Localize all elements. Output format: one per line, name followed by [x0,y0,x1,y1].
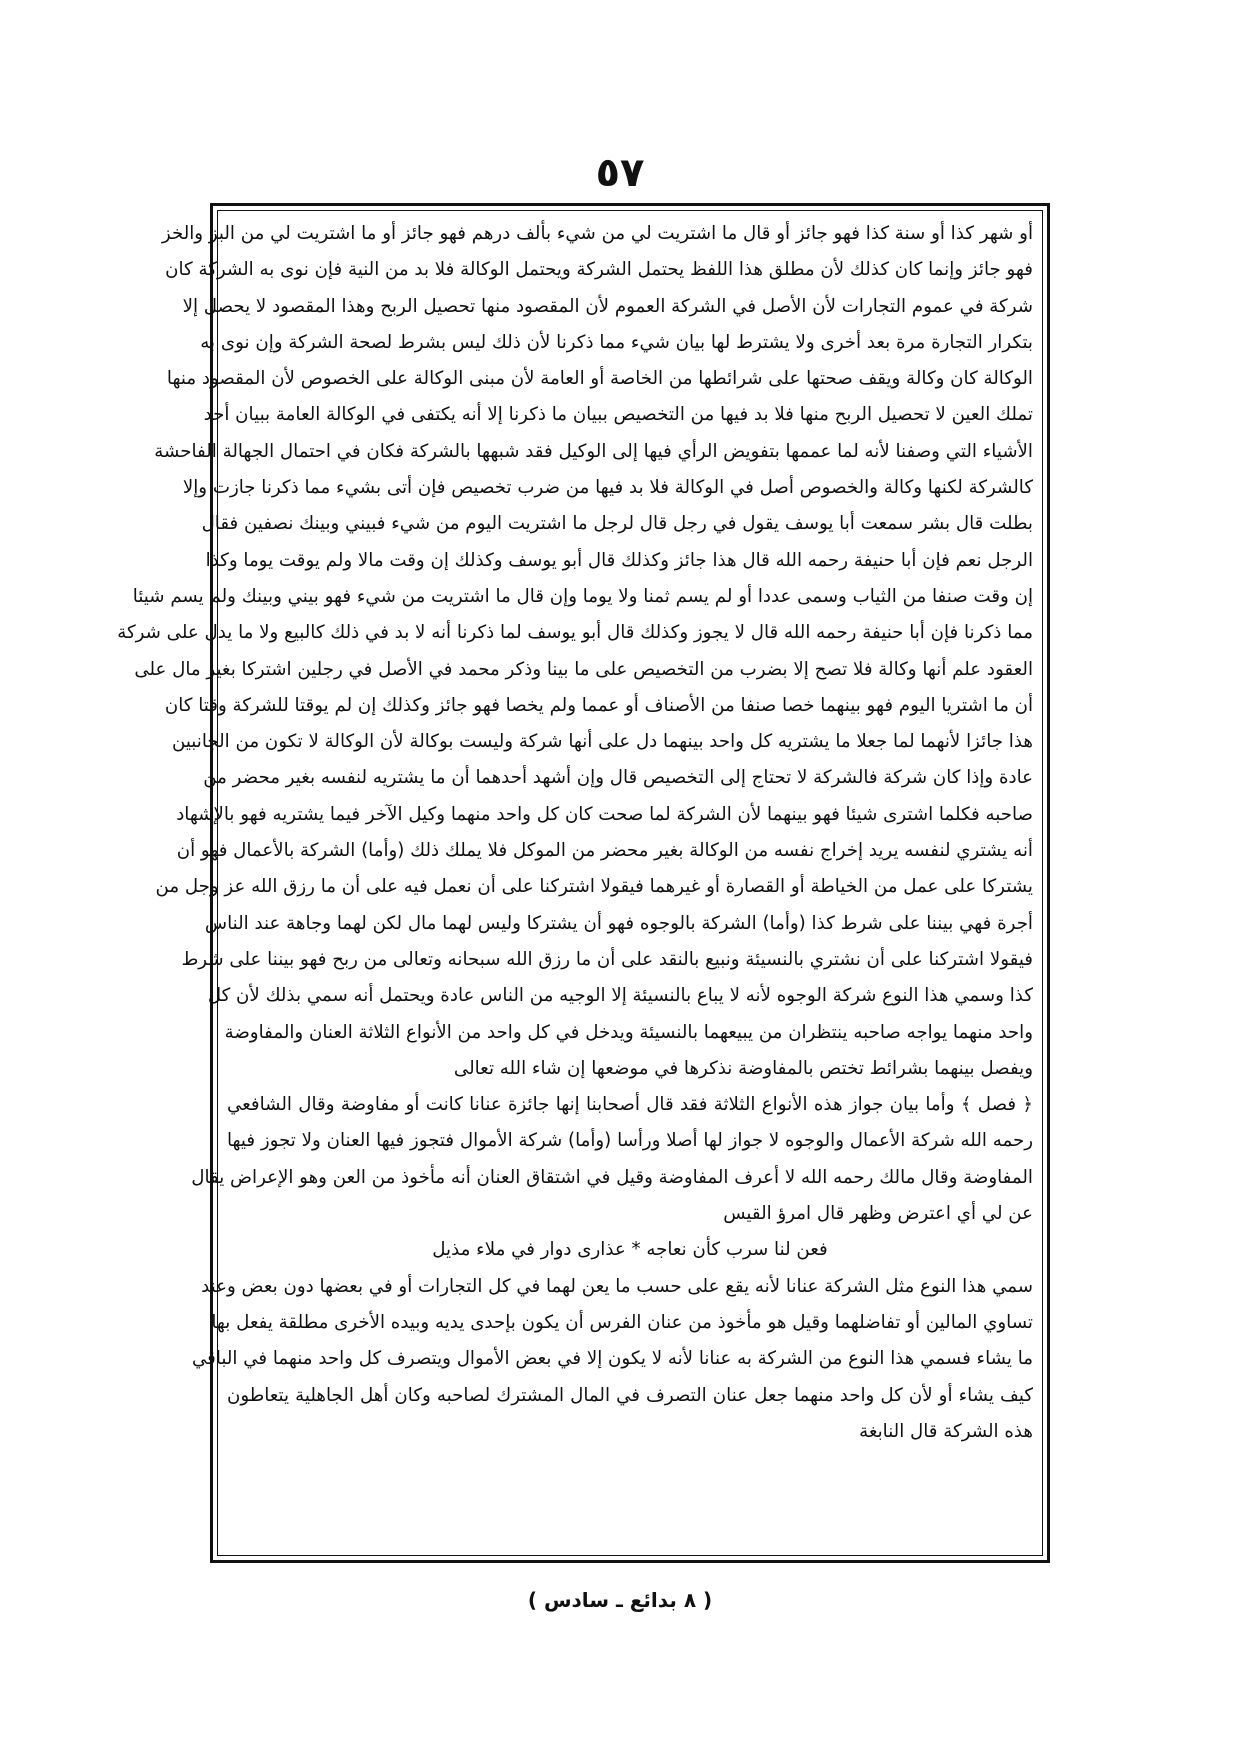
text-line: المفاوضة وقال مالك رحمه الله لا أعرف المفاوضة وقيل في اشتقاق العنان أنه مأخوذ من العن وهو الإعراض يقال [191,1166,1033,1188]
text-line: فعن لنا سرب كأن نعاجه * عذارى دوار في ملاء مذيل [432,1239,828,1261]
text-line: بطلت قال بشر سمعت أبا يوسف يقول في رجل قال لرجل ما اشتريت اليوم من شيء فبيني وبينك نصفين فقال [201,513,1033,535]
text-line: رحمه الله شركة الأعمال والوجوه لا جواز لها أصلا ورأسا (وأما) شركة الأموال فتجوز فيها العنان ولا تجوز فيها [227,1130,1033,1152]
text-line: عن لي أي اعترض وظهر قال امرؤ القيس [723,1203,1033,1225]
text-line: سمي هذا النوع مثل الشركة عنانا لأنه يقع على حسب ما يعن لهما في كل التجارات أو في بعضها دون بعض وعند [201,1275,1033,1297]
text-line: الرجل نعم فإن أبا حنيفة رحمه الله قال هذا جائز وكذلك قال أبو يوسف وكذلك إن وقت مالا ولم يوقت يوما وكذا [205,549,1033,571]
text-line: أجرة فهي بيننا على شرط كذا (وأما) الشركة بالوجوه فهو أن يشتركا وليس لهما مال لكن لهما وجاهة عند الناس [204,912,1033,934]
text-line: إن وقت صنفا من الثياب وسمى عددا أو لم يسم ثمنا ولا يوما وإن قال ما اشتريت من شيء فهو بيني وبينك ولم يسم شيئا [132,585,1033,607]
text-line: العقود علم أنها وكالة فلا تصح إلا بضرب من التخصيص على ما بينا وذكر محمد في الأصل في رجلين اشتركا بغير مال على [134,658,1033,680]
page-footer: ( ٨ بدائع ـ سادس ) [527,1588,713,1612]
main-text [117,216,1033,1550]
text-line: تملك العين لا تحصيل الربح منها فلا بد فيها من التخصيص ببيان ما ذكرنا إلا أنه يكتفى في الوكالة العامة ببيان أحد [203,404,1033,426]
text-line: هذه الشركة قال النابغة [859,1420,1033,1442]
text-line: فهو جائز وإنما كان كذلك لأن مطلق هذا اللفظ يحتمل الشركة ويحتمل الوكالة فلا بد من النية فإن نوى به الشركة كان [165,259,1033,281]
text-line: يشتركا على عمل من الخياطة أو القصارة أو غيرهما فيقولا اشتركنا على أن نعمل فيه على أن ما رزق الله عز وجل من [155,876,1033,898]
text-line: ويفصل بينهما بشرائط تختص بالمفاوضة نذكرها في موضعها إن شاء الله تعالى [453,1057,1033,1079]
text-line: صاحبه فكلما اشترى شيئا فهو بينهما لأن الشركة لما صحت كان كل واحد منهما وكيل الآخر فيما يشتريه فهو بالإشهاد [176,803,1033,825]
text-line: الأشياء التي وصفنا لأنه لما عممها بتفويض الرأي فيها إلى الوكيل فقد شبهها بالشركة فكان في احتمال الجهالة الفاحشة [154,440,1033,462]
text-line: كالشركة لكنها وكالة والخصوص أصل في الوكالة فلا بد فيها من ضرب تخصيص فإن أتى بشيء مما ذكرنا جازت وإلا [182,477,1033,499]
text-line: تساوي المالين أو تفاضلهما وقيل هو مأخوذ من عنان الفرس أن يكون بإحدى يديه وبيده الأخرى مطلقة يفعل بها [211,1311,1033,1333]
page-border [117,203,1050,1563]
text-line: ﴿ فصل ﴾ وأما بيان جواز هذه الأنواع الثلاثة فقد قال أصحابنا إنها جائزة عنانا كانت أو مفاوضة وقال الشافعي [227,1094,1033,1116]
page-number: ٥٧ [595,150,645,196]
text-line: أن ما اشتريا اليوم فهو بينهما خصا صنفا من الأصناف أو عمما ولم يخصا فهو جائز وكذلك إن لم يوقتا للشركة وقتا كان [164,694,1033,716]
text-line: واحد منهما يواجه صاحبه ينتظران من يبيعهما بالنسيئة ويدخل في كل واحد من الأنواع الثلاثة العنان والمفاوضة [224,1021,1033,1043]
text-line: أو شهر كذا أو سنة كذا فهو جائز أو قال ما اشتريت لي من شيء بألف درهم فهو جائز أو ما اشتريت لي من البز والخز [161,223,1033,244]
text-line: ما يشاء فسمي هذا النوع من الشركة به عنانا لأنه لا يكون إلا في بعض الأموال ويتصرف كل واحد منهما في الباقي [191,1348,1033,1370]
text-line: هذا جائزا لأنهما لما جعلا ما يشتريه كل واحد بينهما دل على أنها شركة وليست بوكالة لأن الوكالة لا تكون من الجانبين [171,731,1033,753]
text-line: الوكالة كان وكالة ويقف صحتها على شرائطها من الخاصة أو العامة لأن مبنى الوكالة على الخصوص لأن المقصود منها [166,368,1033,390]
text-line: كيف يشاء أو لأن كل واحد منهما جعل عنان التصرف في المال المشترك لصاحبه وكان أهل الجاهلية يتعاطون [227,1384,1033,1406]
text-line: كذا وسمي هذا النوع شركة الوجوه لأنه لا يباع بالنسيئة إلا الوجيه من الناس عادة ويحتمل أنه سمي بذلك لأن كل [207,985,1033,1007]
text-line: بتكرار التجارة مرة بعد أخرى ولا يشترط لها بيان شيء مما ذكرنا لأن ذلك ليس بشرط لصحة الشركة وإن نوى به [200,331,1033,353]
text-line: شركة في عموم التجارات لأن الأصل في الشركة العموم لأن المقصود منها تحصيل الربح وهذا المقصود لا يحصل إلا [182,295,1033,317]
text-line: أنه يشتري لنفسه يريد إخراج نفسه من الوكالة بغير محضر من الموكل فلا يملك ذلك (وأما) الشركة بالأعمال فهو أن [176,840,1033,862]
text-line: عادة وإذا كان شركة فالشركة لا تحتاج إلى التخصيص قال وإن أشهد أحدهما أن ما يشتريه لنفسه بغير محضر من [203,767,1033,789]
text-line: فيقولا اشتركنا على أن نشتري بالنسيئة ونبيع بالنقد على أن ما رزق الله سبحانه وتعالى من ربح فهو بيننا على شرط [181,948,1033,970]
text-line: مما ذكرنا فإن أبا حنيفة رحمه الله قال لا يجوز وكذلك قال أبو يوسف لما ذكرنا أنه لا بد في ذلك كالبيع ولا ما يدل على شركة [117,622,1033,644]
